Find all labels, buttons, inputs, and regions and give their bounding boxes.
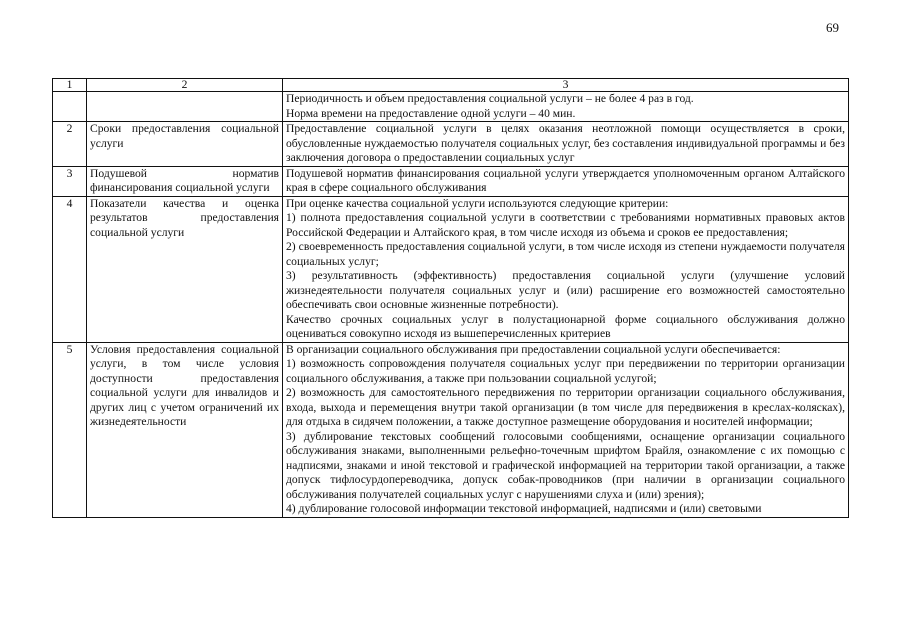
table-row — [53, 196, 849, 342]
row-description — [283, 166, 849, 196]
row-description — [283, 342, 849, 517]
description-line: При оценке качества социальной услуги используются следующие критерии: — [286, 196, 669, 210]
description-line: 4) дублирование голосовой информации текстовой информацией, надписями и (или) световыми — [286, 502, 762, 515]
column-header-2: 2 — [87, 79, 283, 92]
column-header-3: 3 — [283, 79, 849, 92]
row-description — [283, 92, 849, 122]
row-number: 2 — [53, 122, 87, 167]
table-row — [53, 342, 849, 517]
description-line: 2) возможность для самостоятельного передвижения по территории организации социального обслуживания, входа, выхода и перемещения внутри такой организации (в том числе для передвижения в креслах-колясках), для отдыха в сидячем положении, а также доступное размещение оборудования и носителей информации; — [286, 386, 845, 428]
description-line: В организации социального обслуживания при предоставлении социальной услуги обеспечивается: — [286, 342, 781, 356]
column-header-1: 1 — [53, 79, 87, 92]
table-header-row — [53, 79, 849, 92]
description-line: Предоставление социальной услуги в целях оказания неотложной помощи осуществляется в сроки, обусловленные нуждаемостью получателя социальных услуг, без составления индивидуальной программы и без заключения договора о предоставлении социальных услуг — [286, 122, 845, 164]
page-number: 69 — [826, 20, 839, 35]
description-line: Периодичность и объем предоставления социальной услуги – не более 4 раз в год. — [286, 92, 694, 105]
service-standard-table — [52, 78, 849, 518]
description-line: 3) результативность (эффективность) предоставления социальной услуги (улучшение условий жизнедеятельности получателя социальных услуг и (или) расширение его возможностей самостоятельно обеспечивать свои основные жизненные потребности). — [286, 269, 845, 311]
row-name: Показатели качества и оценка результатов предоставления социальной услуги — [87, 196, 283, 342]
row-name: Подушевой норматив финансирования социальной услуги — [87, 166, 283, 196]
row-number: 4 — [53, 196, 87, 342]
description-line: 2) своевременность предоставления социальной услуги, в том числе исходя из степени нуждаемости получателя социальных услуг; — [286, 240, 845, 268]
row-number: 3 — [53, 166, 87, 196]
description-line: 1) полнота предоставления социальной услуги в соответствии с требованиями нормативных правовых актов Российской Федерации и Алтайского края, в том числе исходя из объема и сроков ее предоставления; — [286, 211, 845, 239]
row-description — [283, 196, 849, 342]
row-name: Условия предоставления социальной услуги, в том числе условия доступности предоставления социальной услуги для инвалидов и других лиц с учетом ограничений их жизнедеятельности — [87, 342, 283, 517]
row-name: Сроки предоставления социальной услуги — [87, 122, 283, 167]
row-number: 5 — [53, 342, 87, 517]
table-row — [53, 92, 849, 122]
description-line: Подушевой норматив финансирования социальной услуги утверждается уполномоченным органом Алтайского края в сфере социального обслуживания — [286, 166, 845, 194]
description-line: Норма времени на предоставление одной услуги – 40 мин. — [286, 106, 576, 120]
table-row — [53, 166, 849, 196]
row-name — [87, 92, 283, 122]
description-line: Качество срочных социальных услуг в полустационарной форме социального обслуживания должно оцениваться совокупно исходя из вышеперечисленных критериев — [286, 312, 845, 340]
description-line: 3) дублирование текстовых сообщений голосовыми сообщениями, оснащение организации социального обслуживания знаками, выполненными рельефно-точечным шрифтом Брайля, ознакомление с их помощью с надписями, знаками и иной текстовой и графической информацией на территории такой организации, а также допуск тифлосурдопереводчика, допуск собак-проводников (при наличии в организации социального обслуживания получателей социальных услуг с нарушениями слуха и (или) зрения); — [286, 429, 845, 501]
table-row — [53, 122, 849, 167]
description-line: 1) возможность сопровождения получателя социальных услуг при передвижении по территории организации социального обслуживания, а также при пользовании социальной услугой; — [286, 357, 845, 385]
row-number — [53, 92, 87, 122]
row-description — [283, 122, 849, 167]
